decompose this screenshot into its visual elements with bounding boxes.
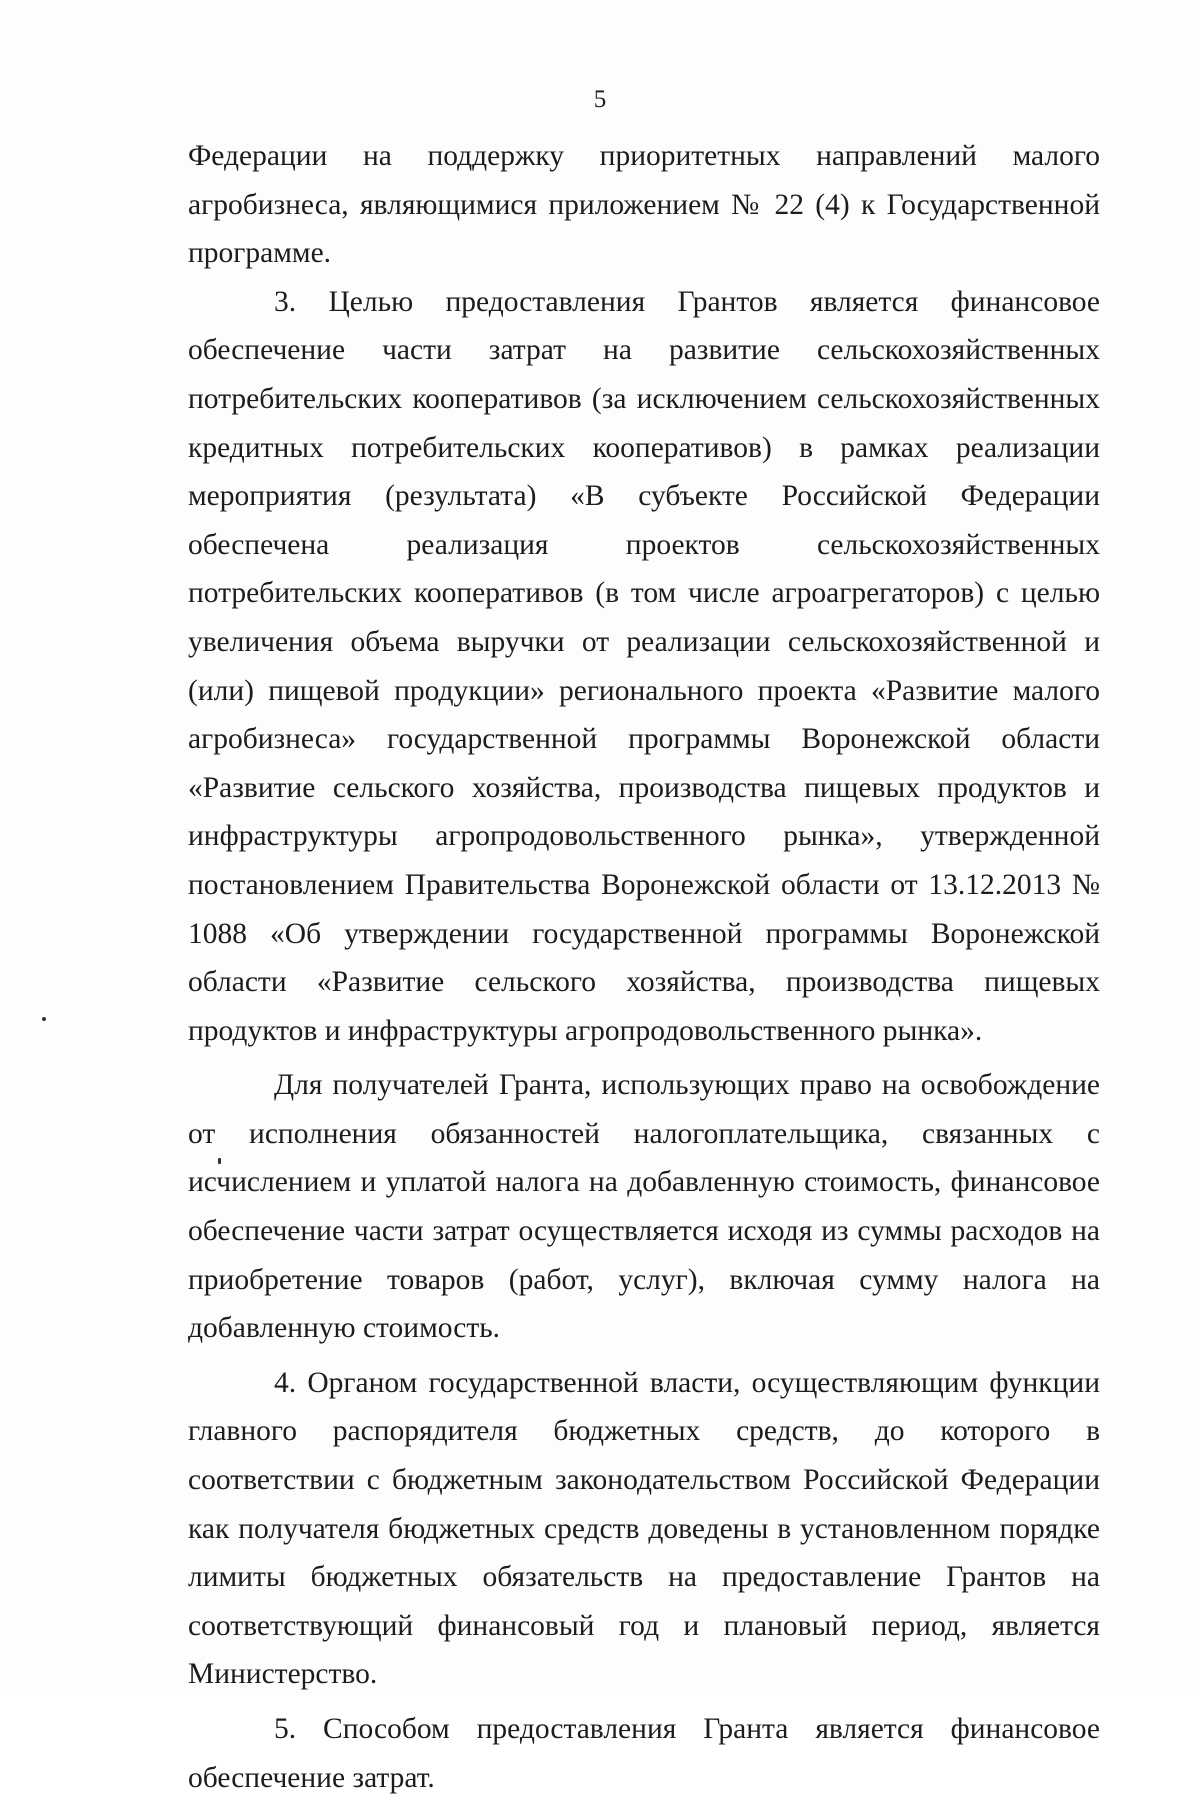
paragraph-item-3: 3. Целью предоставления Грантов является финансовое обеспечение части затрат на развитие сельскохозяйственных потребительских кооперативов (за исключением сельскохозяйственных кредитных потребительских кооперативов) в рамках реализации мероприятия (результата) «В субъекте Российской Федерации обеспечена реализация проектов сельскохозяйственных потребительских кооперативов (в том числе агроагрегаторов) с целью увеличения объема выручки от реализации сельскохозяйственной и (или) пищевой продукции» регионального проекта «Развитие малого агробизнеса» государственной программы Воронежской области «Развитие сельского хозяйства, производства пищевых продуктов и инфраструктуры агропродовольственного рынка», утвержденной постановлением Правительства Воронежской области от 13.12.2013 № 1088 «Об утверждении государственной программы Воронежской области «Развитие сельского хозяйства, производства пищевых продуктов и инфраструктуры агропродовольственного рынка». (188, 285, 1100, 1047)
paragraph-vat-note: Для получателей Гранта, использующих право на освобождение от исполнения обязанностей налогоплательщика, связанных с исчислением и уплатой налога на добавленную стоимость, финансовое обеспечение части затрат осуществляется исходя из суммы расходов на приобретение товаров (работ, услуг), включая сумму налога на добавленную стоимость. (188, 1069, 1100, 1345)
paragraph-item-4: 4. Органом государственной власти, осуществляющим функции главного распорядителя бюджетных средств, до которого в соответствии с бюджетным законодательством Российской Федерации как получателя бюджетных средств доведены в установленном порядке лимиты бюджетных обязательств на предоставление Грантов на соответствующий финансовый год и плановый период, является Министерство. (188, 1366, 1100, 1691)
page-number: 5 (593, 86, 607, 113)
scan-speck (218, 1158, 221, 1164)
paragraph-continuation: Федерации на поддержку приоритетных направлений малого агробизнеса, являющимися приложением № 22 (4) к Государственной программе. (188, 140, 1100, 270)
scan-speck (42, 1017, 46, 1021)
document-body (188, 132, 1100, 1802)
paragraph-item-5: 5. Способом предоставления Гранта является финансовое обеспечение затрат. (188, 1713, 1100, 1794)
